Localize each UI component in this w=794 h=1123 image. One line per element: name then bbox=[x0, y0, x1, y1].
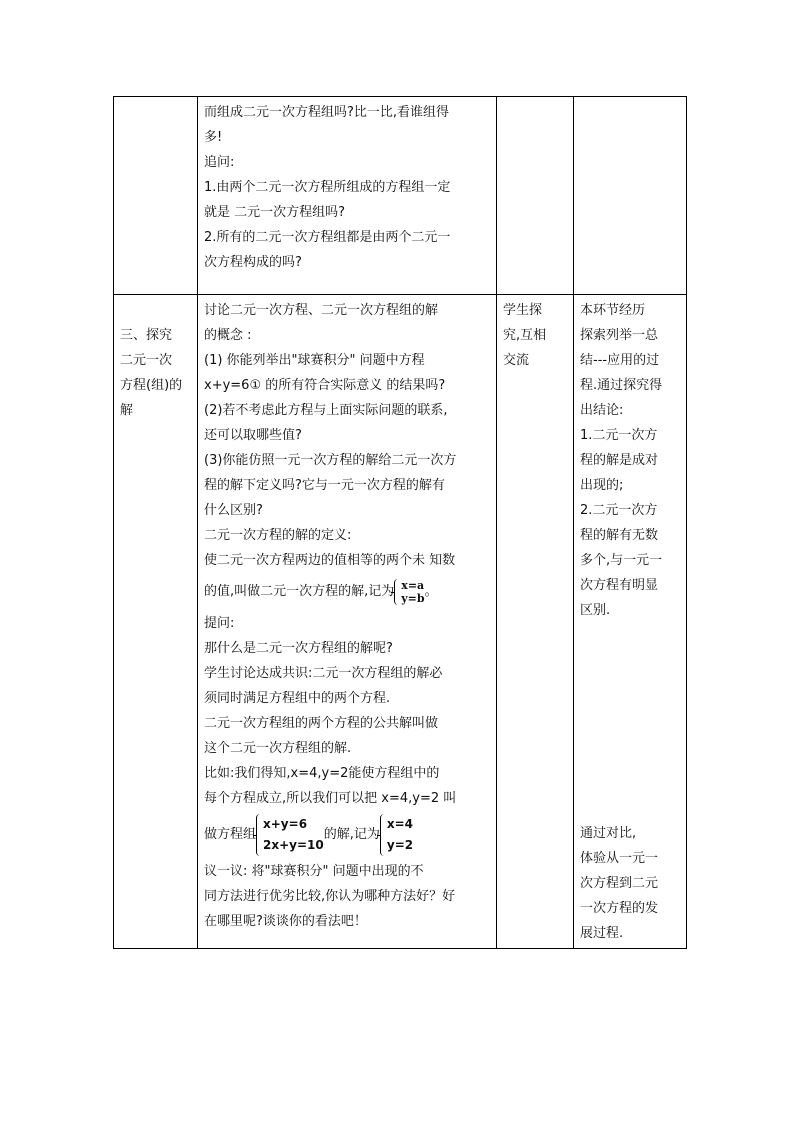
activity-cell bbox=[497, 97, 574, 295]
intent-line: 区别. bbox=[580, 603, 611, 618]
table-row bbox=[114, 97, 687, 295]
intent-cell bbox=[574, 295, 687, 949]
text-line: 而组成二元一次方程组吗?比一比,看谁组得 bbox=[204, 105, 450, 120]
text-line: 多! bbox=[204, 130, 223, 145]
lesson-plan-table bbox=[113, 96, 687, 949]
text-line: 这个二元一次方程组的解. bbox=[204, 741, 352, 756]
text-line: 就是 二元一次方程组吗? bbox=[204, 205, 346, 220]
activity-line: 交流 bbox=[503, 353, 530, 368]
section-cell bbox=[114, 97, 198, 295]
text-line: 1.由两个二元一次方程所组成的方程组一定 bbox=[204, 180, 451, 195]
content-cell bbox=[198, 97, 497, 295]
intent-line: 展过程. bbox=[580, 926, 624, 941]
intent-spacer bbox=[580, 623, 681, 821]
solution-notation bbox=[380, 814, 413, 856]
intent-line: 次方程到二元 bbox=[580, 876, 659, 891]
intent-cell bbox=[574, 97, 687, 295]
definition-end: 。 bbox=[424, 584, 438, 599]
solution-notation bbox=[394, 579, 424, 605]
equation: y=2 bbox=[386, 837, 414, 852]
text-line: 程的解下定义吗?它与一元一次方程的解有 bbox=[204, 478, 445, 493]
section-title-line: 三、探究 bbox=[120, 328, 173, 343]
text-line: 提问: bbox=[204, 616, 235, 631]
text-line: (2)若不考虑此方程与上面实际问题的联系, bbox=[204, 403, 448, 418]
text-line: x+y=6① 的所有符合实际意义 的结果吗? bbox=[204, 378, 446, 393]
intent-line: 探索列举一总 bbox=[580, 328, 659, 343]
text-line: 同方法进行优劣比较,你认为哪种方法好？好 bbox=[204, 889, 456, 904]
activity-line: 学生探 bbox=[503, 303, 543, 318]
text-line: 那什么是二元一次方程组的解呢? bbox=[204, 641, 393, 656]
example-line bbox=[204, 811, 491, 859]
section-title-line: 解 bbox=[120, 403, 134, 418]
text-line: 比如:我们得知,x=4,y=2能使方程组中的 bbox=[204, 766, 440, 781]
intent-line: 1.二元一次方 bbox=[580, 428, 658, 443]
section-title-line: 二元一次 bbox=[120, 353, 173, 368]
text-line: 学生讨论达成共识:二元一次方程组的解必 bbox=[204, 666, 443, 681]
intent-line: 程的解有无数 bbox=[580, 528, 659, 543]
text-line: 讨论二元一次方程、二元一次方程组的解 bbox=[204, 303, 439, 318]
equation-system bbox=[256, 814, 324, 856]
intent-line: 2.二元一次方 bbox=[580, 503, 658, 518]
section-cell bbox=[114, 295, 198, 949]
intent-line: 程.通过探究得 bbox=[580, 378, 663, 393]
text-line: 什么区别? bbox=[204, 503, 263, 518]
example-prefix: 做方程组 bbox=[204, 827, 257, 842]
example-mid: 的解,记为 bbox=[323, 827, 380, 842]
intent-line: 出结论: bbox=[580, 403, 624, 418]
intent-line: 程的解是成对 bbox=[580, 453, 659, 468]
text-line: (1) 你能列举出"球赛积分" 问题中方程 bbox=[204, 353, 425, 368]
definition-line bbox=[204, 573, 491, 611]
text-line: 二元一次方程组的两个方程的公共解叫做 bbox=[204, 716, 439, 731]
text-line: 2.所有的二元一次方程组都是由两个二元一 bbox=[204, 230, 451, 245]
intent-line: 次方程有明显 bbox=[580, 578, 659, 593]
definition-text: 的值,叫做二元一次方程的解,记为 bbox=[204, 584, 395, 599]
intent-line: 一次方程的发 bbox=[580, 901, 659, 916]
intent-line: 通过对比, bbox=[580, 826, 637, 841]
text-line: (3)你能仿照一元一次方程的解给二元一次方 bbox=[204, 453, 457, 468]
intent-line: 多个,与一元一 bbox=[580, 553, 663, 568]
text-line: 在哪里呢?谈谈你的看法吧！ bbox=[204, 914, 367, 929]
equation: y=b bbox=[401, 591, 425, 605]
text-line: 二元一次方程的解的定义: bbox=[204, 528, 352, 543]
content-cell bbox=[198, 295, 497, 949]
text-line: 次方程构成的吗? bbox=[204, 255, 302, 270]
intent-line: 本环节经历 bbox=[580, 303, 646, 318]
text-line: 追问: bbox=[204, 155, 235, 170]
activity-line: 究,互相 bbox=[503, 328, 547, 343]
equation: x=a bbox=[401, 578, 425, 592]
text-line: 使二元一次方程两边的值相等的两个未 知数 bbox=[204, 553, 456, 568]
equation: x+y=6 bbox=[263, 816, 308, 831]
text-line: 还可以取哪些值? bbox=[204, 428, 302, 443]
table-row bbox=[114, 295, 687, 949]
intent-line: 结---应用的过 bbox=[580, 353, 660, 368]
text-line: 的概念 : bbox=[204, 328, 252, 343]
intent-line: 出现的; bbox=[580, 478, 624, 493]
text-line: 议一议: 将"球赛积分" 问题中出现的不 bbox=[204, 864, 424, 879]
activity-cell bbox=[497, 295, 574, 949]
text-line: 每个方程成立,所以我们可以把 x=4,y=2 叫 bbox=[204, 791, 457, 806]
text-line: 须同时满足方程组中的两个方程. bbox=[204, 691, 391, 706]
intent-line: 体验从一元一 bbox=[580, 851, 659, 866]
section-title-line: 方程(组)的 bbox=[120, 378, 183, 393]
equation: 2x+y=10 bbox=[263, 837, 324, 852]
equation: x=4 bbox=[386, 816, 414, 831]
